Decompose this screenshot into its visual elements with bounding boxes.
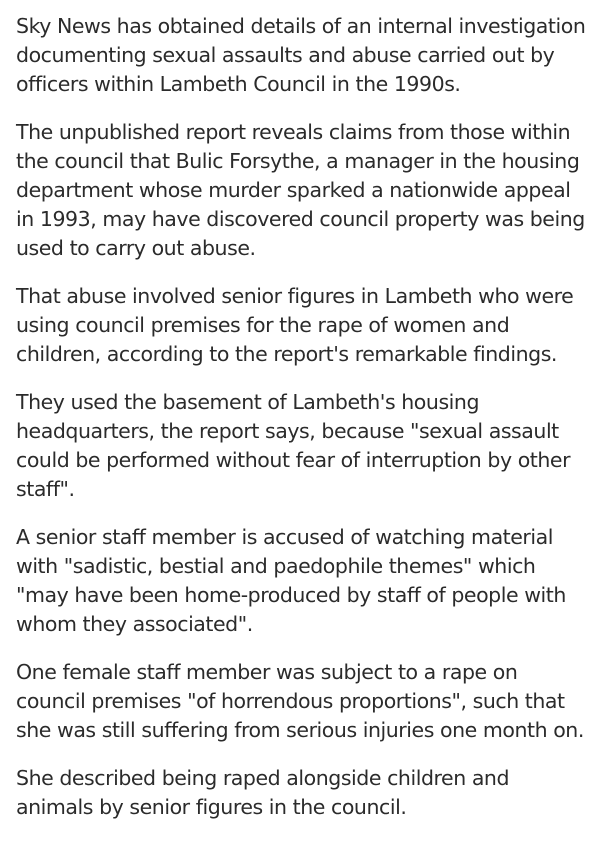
article-paragraph-4: They used the basement of Lambeth's housing headquarters, the report says, because "sexual assault could be performed without fear of interruption by other staff".: [16, 390, 571, 501]
article-paragraph-6: One female staff member was subject to a rape on council premises "of horrendous proportions", such that she was still suffering from serious injuries one month on.: [16, 660, 584, 742]
article-paragraph-5: A senior staff member is accused of watching material with "sadistic, bestial and paedophile themes" which "may have been home-produced by staff of people with whom they associated".: [16, 525, 566, 636]
article-paragraph-2: The unpublished report reveals claims from those within the council that Bulic Forsythe, a manager in the housing department whose murder sparked a nationwide appeal in 1993, may have discovered council property was being used to carry out abuse.: [16, 120, 585, 260]
article-paragraph-7: She described being raped alongside children and animals by senior figures in the council.: [16, 766, 510, 819]
article-paragraph-3: That abuse involved senior figures in Lambeth who were using council premises for the rape of women and children, according to the report's remarkable findings.: [16, 284, 574, 366]
article-paragraph-1: Sky News has obtained details of an internal investigation documenting sexual assaults and abuse carried out by officers within Lambeth Council in the 1990s.: [16, 14, 586, 96]
